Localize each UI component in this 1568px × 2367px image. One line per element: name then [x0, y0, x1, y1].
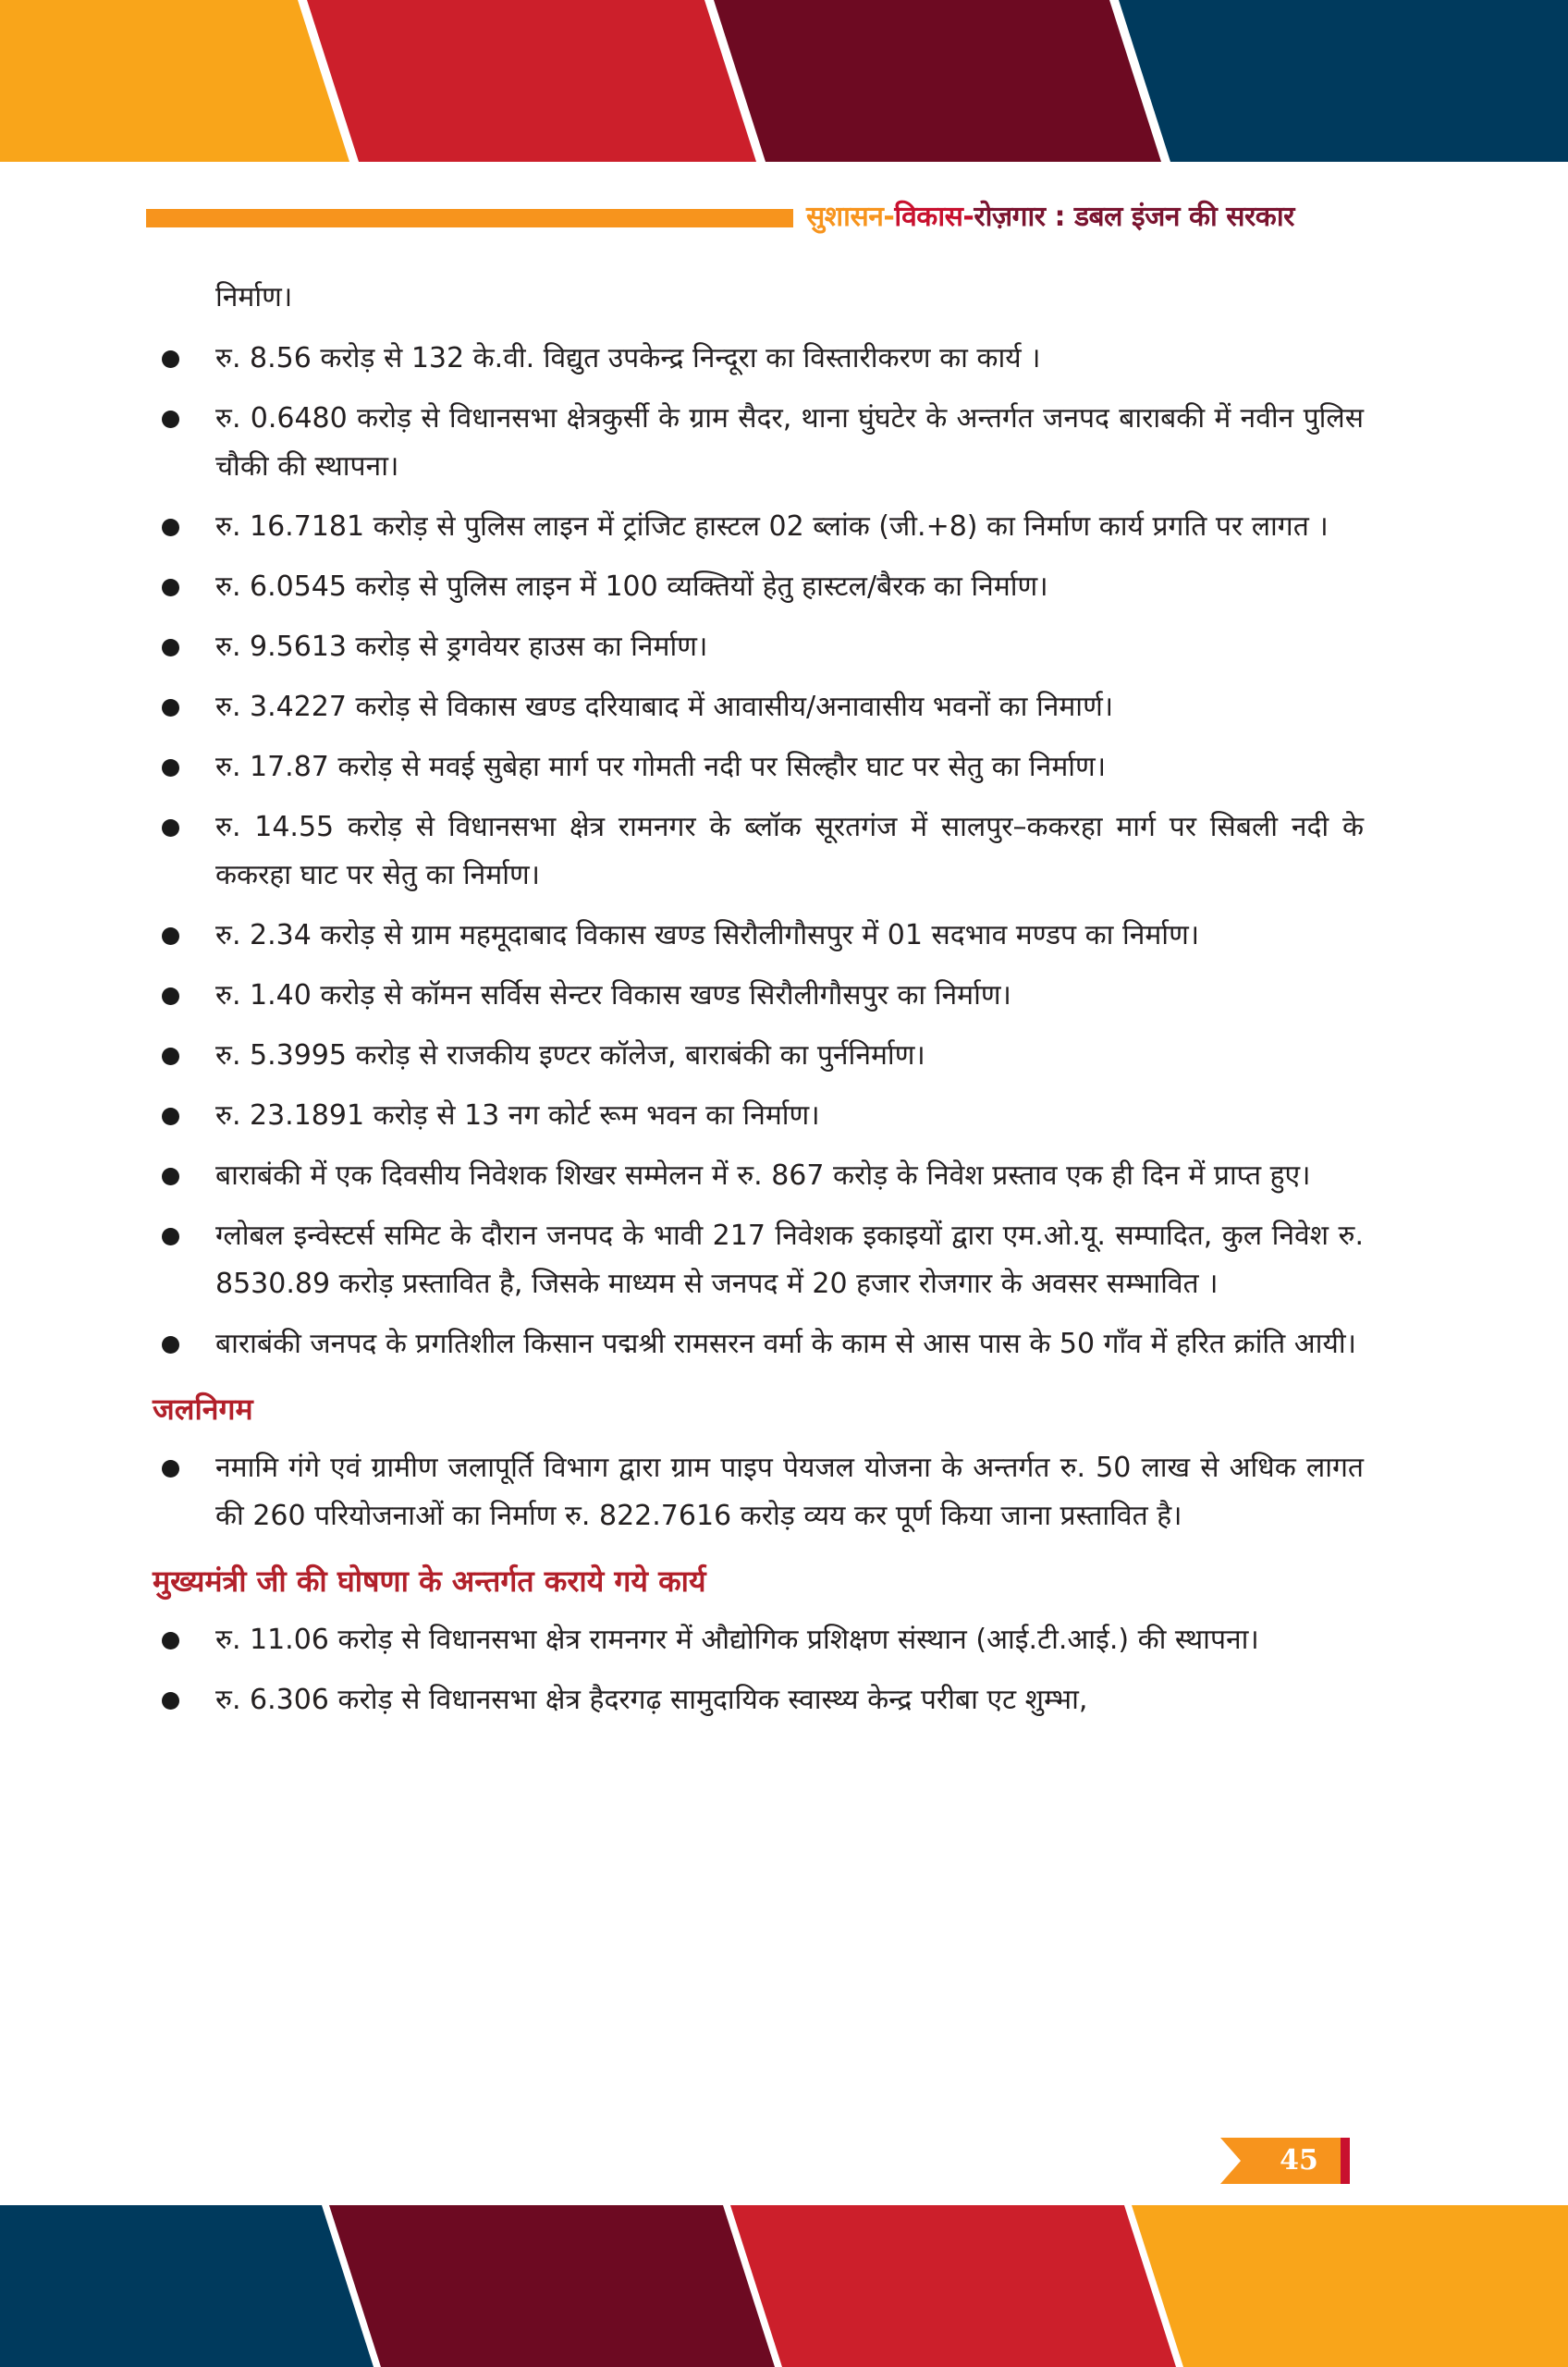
- list-item: [153, 1676, 1364, 1724]
- list-item: [153, 623, 1364, 671]
- bullet-icon: [162, 519, 179, 536]
- list-item-text: रु. 1.40 करोड़ से कॉमन सर्विस सेन्टर विकास खण्ड सिरौलीगौसपुर का निर्माण।: [215, 979, 1011, 1012]
- list-item-text: रु. 6.306 करोड़ से विधानसभा क्षेत्र हैदरगढ़ सामुदायिक स्वास्थ्य केन्द्र परीबा एट शुम्भा,: [215, 1684, 1088, 1716]
- list-item: [153, 503, 1364, 551]
- section-heading-jalnigam: जलनिगम: [153, 1392, 253, 1427]
- list-item-text: रु. 5.3995 करोड़ से राजकीय इण्टर कॉलेज, बाराबंकी का पुर्ननिर्माण।: [215, 1039, 925, 1072]
- list-item-text: ग्लोबल इन्वेस्टर्स समिट के दौरान जनपद के भावी 217 निवेशक इकाइयों द्वारा एम.ओ.यू. सम्पादित, कुल निवेश रु. 8530.89 करोड़ प्रस्तावित है, जिसके माध्यम से जनपद में 20 हजार रोजगार के अवसर सम्भावित ।: [215, 1220, 1364, 1300]
- list-item-text: नमामि गंगे एवं ग्रामीण जलापूर्ति विभाग द्वारा ग्राम पाइप पेयजल योजना के अन्तर्गत रु. 50 लाख से अधिक लागत की 260 परियोजनाओं का निर्माण रु. 822.7616 करोड़ व्यय कर पूर्ण किया जाना प्रस्तावित है।: [215, 1452, 1364, 1532]
- section-heading-cm-announcements: मुख्यमंत्री जी की घोषणा के अन्तर्गत कराये गये कार्य: [153, 1564, 706, 1599]
- header-title-part-3: रोज़गार : डबल इंजन की सरकार: [974, 201, 1294, 233]
- bullet-icon: [162, 1632, 179, 1650]
- list-item-text: बाराबंकी जनपद के प्रगतिशील किसान पद्मश्री रामसरन वर्मा के काम से आस पास के 50 गाँव में हरित क्रांति आयी।: [215, 1328, 1356, 1360]
- list-item: [153, 1444, 1364, 1540]
- bottom-color-band: [0, 2205, 1568, 2367]
- header-accent-strip: [146, 209, 793, 227]
- list-item-text: रु. 9.5613 करोड़ से ड्रगवेयर हाउस का निर्माण।: [215, 631, 708, 663]
- list-item-text: रु. 11.06 करोड़ से विधानसभा क्षेत्र रामनगर में औद्योगिक प्रशिक्षण संस्थान (आई.टी.आई.) की स्थापना।: [215, 1624, 1259, 1656]
- list-item: [153, 1320, 1364, 1368]
- list-item: [153, 1092, 1364, 1140]
- list-item-text: रु. 8.56 करोड़ से 132 के.वी. विद्युत उपकेन्द्र निन्दूरा का विस्तारीकरण का कार्य ।: [215, 342, 1041, 374]
- header-title-part-2: विकास-: [894, 201, 974, 233]
- bullet-icon: [162, 350, 179, 368]
- bullet-icon: [162, 927, 179, 945]
- list-item: [153, 335, 1364, 383]
- page-content: [153, 274, 1364, 1736]
- list-item: [153, 395, 1364, 491]
- list-item: [153, 743, 1364, 791]
- bullet-icon: [162, 639, 179, 656]
- page-number-badge: [1220, 2138, 1350, 2184]
- list-item: [153, 1212, 1364, 1308]
- list-item-text: रु. 0.6480 करोड़ से विधानसभा क्षेत्रकुर्सी के ग्राम सैदर, थाना घुंघटेर के अन्तर्गत जनपद बाराबकी में नवीन पुलिस चौकी की स्थापना।: [215, 402, 1364, 483]
- cm-announcements-list: [153, 1616, 1364, 1724]
- list-item: [153, 563, 1364, 611]
- list-item: [153, 683, 1364, 731]
- list-item: [153, 1152, 1364, 1200]
- list-item-text: रु. 16.7181 करोड़ से पुलिस लाइन में ट्रांजिट हास्टल 02 ब्लांक (जी.+8) का निर्माण कार्य प्रगति पर लागत ।: [215, 510, 1329, 543]
- bullet-icon: [162, 1692, 179, 1710]
- page-number: 45: [1280, 2144, 1318, 2177]
- list-item: [153, 1032, 1364, 1080]
- header-title: [806, 194, 1342, 240]
- bullet-icon: [162, 819, 179, 837]
- list-item: [153, 803, 1364, 900]
- list-item-text: रु. 23.1891 करोड़ से 13 नग कोर्ट रूम भवन का निर्माण।: [215, 1099, 820, 1132]
- header-title-part-1: सुशासन-: [806, 201, 895, 233]
- list-item-text: रु. 6.0545 करोड़ से पुलिस लाइन में 100 व्यक्तियों हेतु हास्टल/बैरक का निर्माण।: [215, 570, 1048, 603]
- bullet-icon: [162, 1228, 179, 1245]
- list-item-text: रु. 3.4227 करोड़ से विकास खण्ड दरियाबाद में आवासीय/अनावासीय भवनों का निमार्ण।: [215, 691, 1114, 723]
- top-color-band: [0, 0, 1568, 162]
- list-item-text: रु. 17.87 करोड़ से मवई सुबेहा मार्ग पर गोमती नदी पर सिल्हौर घाट पर सेतु का निर्माण।: [215, 751, 1107, 783]
- bullet-icon: [162, 579, 179, 596]
- bullet-icon: [162, 759, 179, 777]
- bullet-icon: [162, 411, 179, 428]
- continuation-text: निर्माण।: [215, 281, 293, 313]
- list-item-text: रु. 14.55 करोड़ से विधानसभा क्षेत्र रामनगर के ब्लॉक सूरतगंज में सालपुर–ककरहा मार्ग पर सिबली नदी के ककरहा घाट पर सेतु का निर्माण।: [215, 811, 1364, 891]
- jalnigam-list: [153, 1444, 1364, 1540]
- bullet-icon: [162, 987, 179, 1005]
- bullet-icon: [162, 1168, 179, 1185]
- list-item: [153, 1616, 1364, 1664]
- works-list: [153, 335, 1364, 1368]
- list-item: [153, 972, 1364, 1020]
- bullet-icon: [162, 1336, 179, 1354]
- list-item-text: बाराबंकी में एक दिवसीय निवेशक शिखर सम्मेलन में रु. 867 करोड़ के निवेश प्रस्ताव एक ही दिन में प्राप्त हुए।: [215, 1159, 1311, 1192]
- bullet-icon: [162, 1460, 179, 1478]
- list-item: [153, 912, 1364, 960]
- bullet-icon: [162, 1048, 179, 1065]
- list-item-text: रु. 2.34 करोड़ से ग्राम महमूदाबाद विकास खण्ड सिरौलीगौसपुर में 01 सदभाव मण्डप का निर्माण।: [215, 919, 1200, 951]
- bullet-icon: [162, 1108, 179, 1125]
- bullet-icon: [162, 699, 179, 717]
